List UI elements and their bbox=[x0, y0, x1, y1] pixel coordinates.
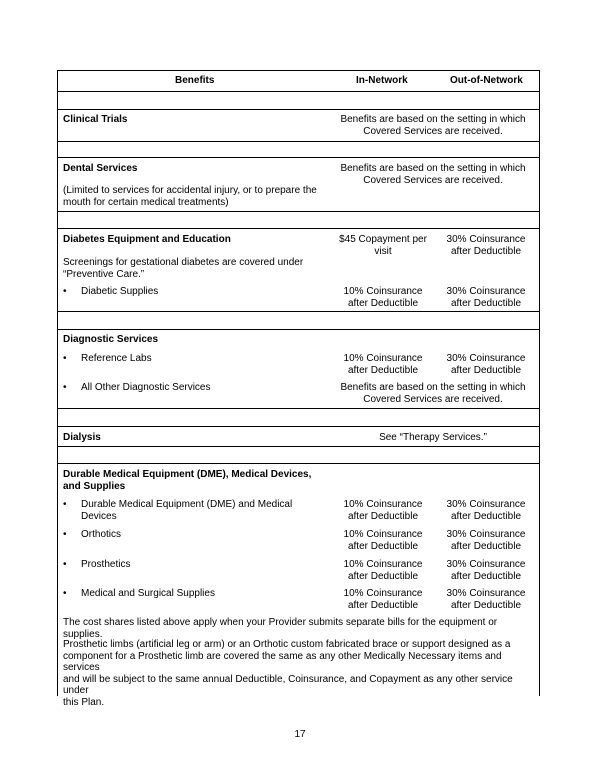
dme-cost-share-note: The cost shares listed above apply when your Provider submits separate bills for the equipment or supplies. bbox=[63, 617, 498, 640]
clinical-trials-note: Benefits are based on the setting in which Covered Services are received. bbox=[340, 114, 526, 137]
diabetic-supplies-out-network: 30% Coinsurance after Deductible bbox=[446, 286, 526, 309]
divider bbox=[58, 329, 539, 330]
divider bbox=[58, 141, 539, 142]
dialysis-note: See “Therapy Services.” bbox=[379, 432, 487, 443]
reference-labs-in-network: 10% Coinsurance after Deductible bbox=[343, 353, 423, 376]
surgical-supplies-in-network: 10% Coinsurance after Deductible bbox=[343, 588, 423, 611]
benefits-table bbox=[57, 70, 540, 708]
reference-labs-out-network: 30% Coinsurance after Deductible bbox=[446, 353, 526, 376]
divider bbox=[58, 408, 539, 409]
section-title-clinical-trials: Clinical Trials bbox=[63, 114, 128, 125]
bullet: • bbox=[63, 499, 67, 510]
divider bbox=[58, 311, 539, 312]
section-title-dental: Dental Services bbox=[63, 163, 138, 174]
prosthetics-in-network: 10% Coinsurance after Deductible bbox=[343, 559, 423, 582]
orthotics-in-network: 10% Coinsurance after Deductible bbox=[343, 529, 423, 552]
diabetes-out-network: 30% Coinsurance after Deductible bbox=[446, 234, 526, 257]
section-title-diabetes: Diabetes Equipment and Education bbox=[63, 234, 231, 245]
page-number: 17 bbox=[294, 729, 306, 740]
bullet: • bbox=[63, 559, 67, 570]
header-out-of-network: Out-of-Network bbox=[450, 75, 523, 86]
section-title-diagnostic: Diagnostic Services bbox=[63, 334, 159, 345]
reference-labs-label: Reference Labs bbox=[81, 353, 152, 364]
bullet: • bbox=[63, 286, 67, 297]
surgical-supplies-out-network: 30% Coinsurance after Deductible bbox=[446, 588, 526, 611]
dme-in-network: 10% Coinsurance after Deductible bbox=[343, 499, 423, 522]
divider bbox=[58, 91, 539, 92]
bullet: • bbox=[63, 353, 67, 364]
section-title-dialysis: Dialysis bbox=[63, 432, 101, 443]
divider bbox=[58, 426, 539, 427]
divider bbox=[58, 463, 539, 464]
divider bbox=[58, 446, 539, 447]
orthotics-out-network: 30% Coinsurance after Deductible bbox=[446, 529, 526, 552]
dme-out-network: 30% Coinsurance after Deductible bbox=[446, 499, 526, 522]
dental-description: (Limited to services for accidental injury, or to prepare the mouth for certain medical treatments) bbox=[63, 185, 317, 208]
orthotics-label: Orthotics bbox=[81, 529, 122, 540]
divider bbox=[58, 109, 539, 110]
header-in-network: In-Network bbox=[356, 75, 408, 86]
prosthetics-out-network: 30% Coinsurance after Deductible bbox=[446, 559, 526, 582]
bullet: • bbox=[63, 529, 67, 540]
other-diagnostic-note: Benefits are based on the setting in which Covered Services are received. bbox=[340, 382, 526, 405]
bullet: • bbox=[63, 588, 67, 599]
divider bbox=[58, 211, 539, 212]
diabetes-in-network: $45 Copayment per visit bbox=[339, 234, 427, 257]
diabetic-supplies-label: Diabetic Supplies bbox=[81, 286, 159, 297]
prosthetic-limbs-note: Prosthetic limbs (artificial leg or arm) or an Orthotic custom fabricated brace or support designed as a component for a Prosthetic limb are covered the same as any other Medically Necessary items and services and will be subject to the same annual Deductible, Coinsurance, and Copayment as any other service under this Plan. bbox=[63, 639, 513, 708]
table-header bbox=[58, 71, 539, 91]
bullet: • bbox=[63, 382, 67, 393]
header-benefits: Benefits bbox=[175, 75, 215, 86]
divider bbox=[58, 157, 539, 158]
other-diagnostic-label: All Other Diagnostic Services bbox=[81, 382, 211, 393]
prosthetics-label: Prosthetics bbox=[81, 559, 131, 570]
dme-item-label: Durable Medical Equipment (DME) and Medical Devices bbox=[81, 499, 293, 522]
divider bbox=[58, 228, 539, 229]
diabetic-supplies-in-network: 10% Coinsurance after Deductible bbox=[343, 286, 423, 309]
surgical-supplies-label: Medical and Surgical Supplies bbox=[81, 588, 215, 599]
section-title-dme: Durable Medical Equipment (DME), Medical Devices, and Supplies bbox=[63, 469, 312, 492]
diabetes-description: Screenings for gestational diabetes are covered under “Preventive Care.” bbox=[63, 257, 304, 280]
dental-note: Benefits are based on the setting in which Covered Services are received. bbox=[340, 163, 526, 186]
